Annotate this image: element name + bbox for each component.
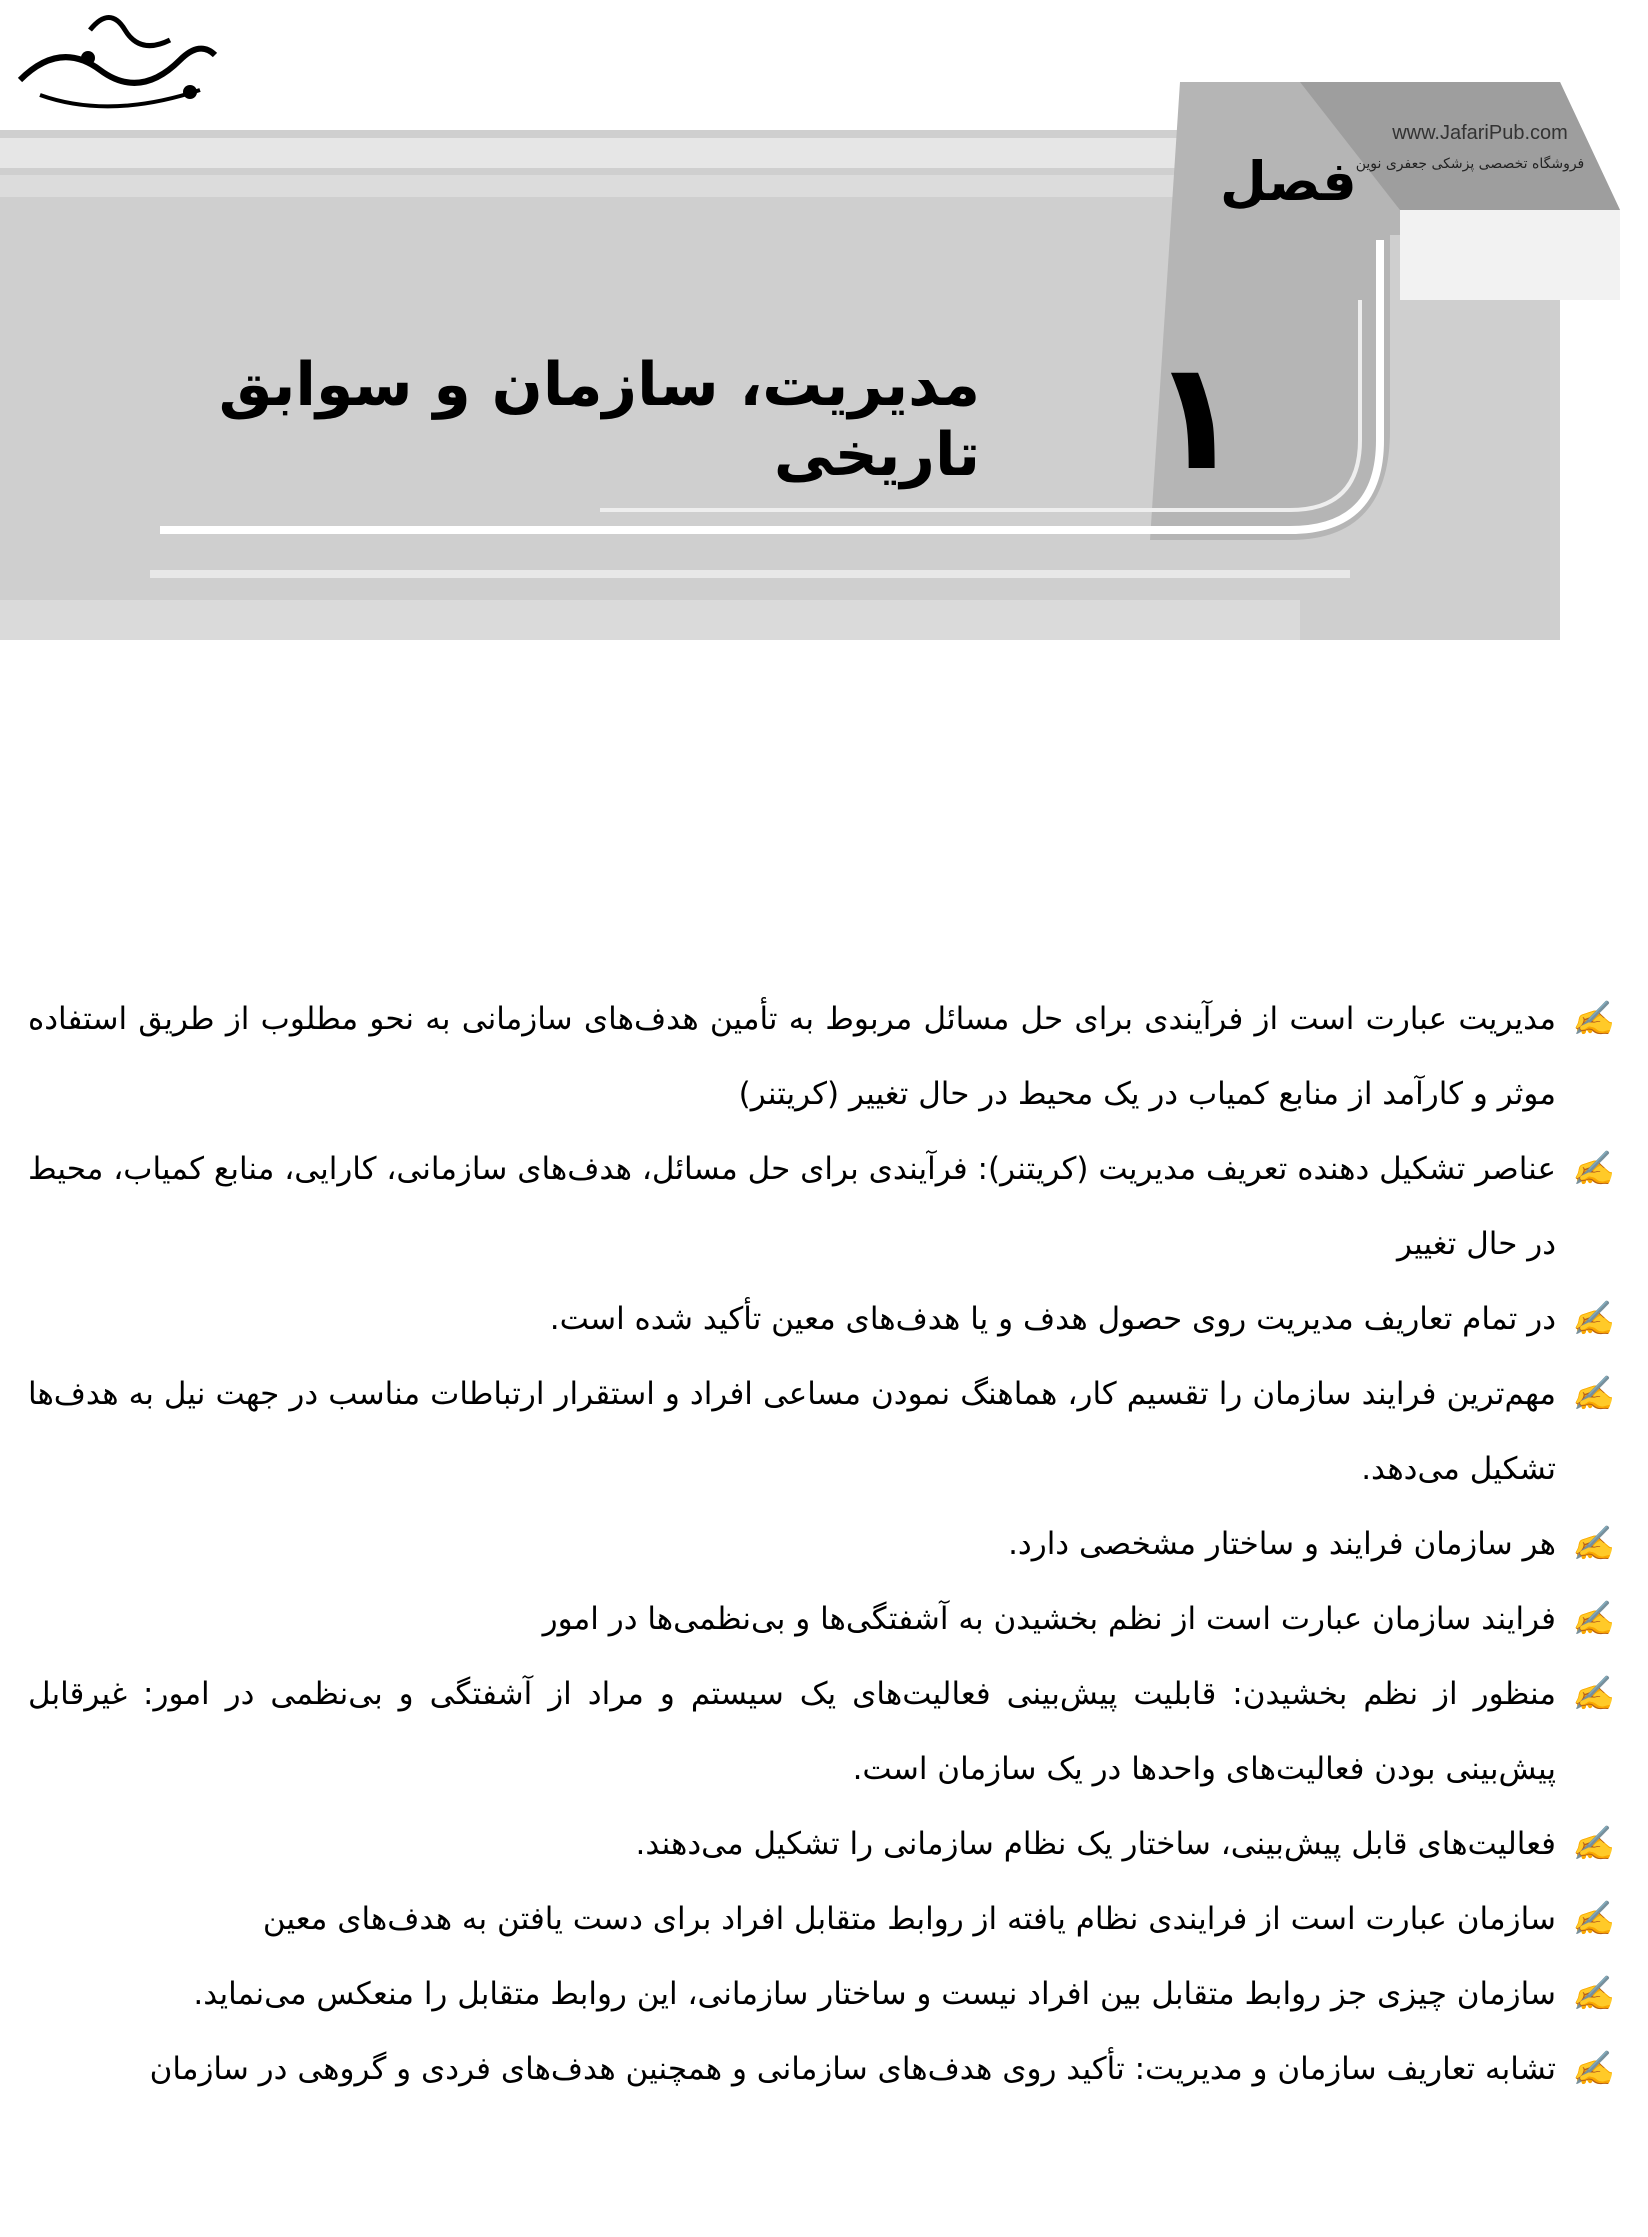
list-item-text: مهم‌ترین فرایند سازمان را تقسیم کار، هماهنگ نمودن مساعی افراد و استقرار ارتباطات مناسب در جهت نیل به هدف‌ها تشکیل می‌دهد. [28,1376,1556,1487]
list-item-text: عناصر تشکیل دهنده تعریف مدیریت (کریتنر): فرآیندی برای حل مسائل، هدف‌های سازمانی، کارایی، منابع کمیاب، محیط در حال تغییر [28,1151,1556,1262]
list-item-text: فرایند سازمان عبارت است از نظم بخشیدن به آشفتگی‌ها و بی‌نظمی‌ها در امور [542,1601,1556,1637]
pencil-check-icon: ✍ [1571,1824,1614,1864]
pencil-check-icon: ✍ [1571,1974,1614,2014]
bullet-list [28,982,1618,2107]
chapter-banner-graphic [0,0,1648,660]
list-item-text: در تمام تعاریف مدیریت روی حصول هدف و یا هدف‌های معین تأکید شده است. [549,1301,1556,1337]
list-item [28,1807,1618,1882]
list-item-text: سازمان چیزی جز روابط متقابل بین افراد نیست و ساختار سازمانی، این روابط متقابل را منعکس می‌نماید. [193,1976,1556,2012]
jafaripub-logo [0,0,230,120]
pencil-check-icon: ✍ [1571,1599,1614,1639]
list-item [28,982,1618,1132]
list-item [28,2032,1618,2107]
list-item [28,1132,1618,1282]
chapter-label: فصل [1220,150,1357,213]
list-item-text: مدیریت عبارت است از فرآیندی برای حل مسائل مربوط به تأمین هدف‌های سازمانی به نحو مطلوب از طریق استفاده موثر و کارآمد از منابع کمیاب در یک محیط در حال تغییر (کریتنر) [28,1001,1556,1112]
pencil-check-icon: ✍ [1571,1674,1614,1714]
pencil-check-icon: ✍ [1571,1899,1614,1939]
list-item [28,1582,1618,1657]
logo-shop-name: فروشگاه تخصصی پزشکی جعفری نوین [1355,156,1585,172]
list-item-text: هر سازمان فرایند و ساختار مشخصی دارد. [1008,1526,1556,1562]
list-item-text: منظور از نظم بخشیدن: قابلیت پیش‌بینی فعالیت‌های یک سیستم و مراد از آشفتگی و بی‌نظمی در امور: غیرقابل پیش‌بینی بودن فعالیت‌های واحدها در یک سازمان است. [28,1676,1556,1787]
pencil-check-icon: ✍ [1571,1374,1614,1414]
pencil-check-icon: ✍ [1571,2049,1614,2089]
chapter-number: ۱ [1150,330,1242,504]
list-item-text: فعالیت‌های قابل پیش‌بینی، ساختار یک نظام سازمانی را تشکیل می‌دهند. [635,1826,1556,1862]
list-item [28,1507,1618,1582]
pencil-check-icon: ✍ [1571,1149,1614,1189]
chapter-title: مدیریت، سازمان و سوابق تاریخی [218,350,980,490]
pencil-check-icon: ✍ [1571,1299,1614,1339]
logo-url: www.JafariPub.com [1392,122,1568,144]
pencil-check-icon: ✍ [1571,1524,1614,1564]
list-item [28,1357,1618,1507]
list-item [28,1657,1618,1807]
list-item-text: سازمان عبارت است از فرایندی نظام یافته از روابط متقابل افراد برای دست یافتن به هدف‌های معین [262,1901,1556,1937]
list-item [28,1882,1618,1957]
list-item [28,1957,1618,2032]
chapter-header [0,0,1648,660]
list-item-text: تشابه تعاریف سازمان و مدیریت: تأکید روی هدف‌های سازمانی و همچنین هدف‌های فردی و گروهی در سازمان [149,2051,1556,2087]
list-item [28,1282,1618,1357]
pencil-check-icon: ✍ [1571,999,1614,1039]
